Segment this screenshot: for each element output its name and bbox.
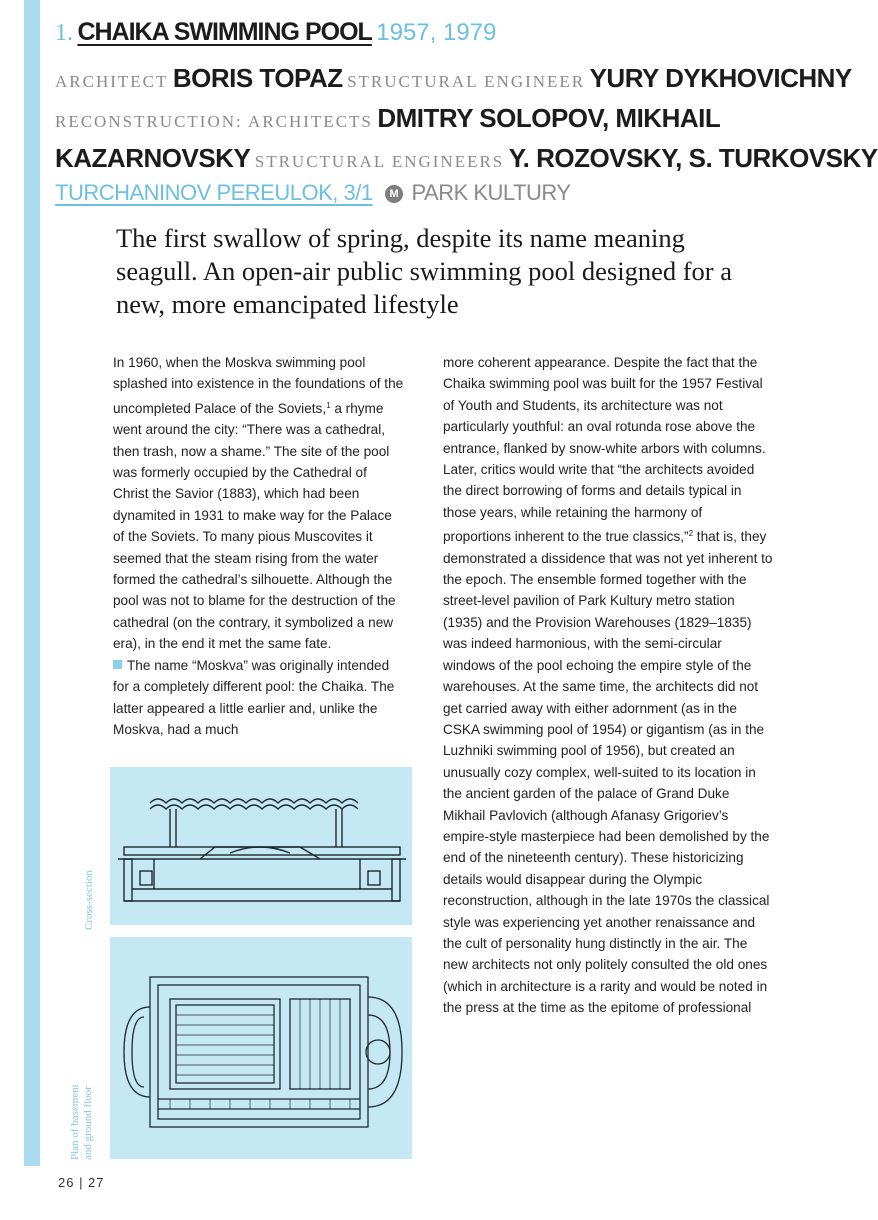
paragraph [113, 655, 405, 741]
architect-name: BORIS TOPAZ [172, 63, 343, 93]
address-link[interactable]: TURCHANINOV PEREULOK, 3/1 [55, 180, 373, 205]
paragraph-text: more coherent appearance. Despite the fact that the Chaika swimming pool was built for the 1957 Festival of Youth and Students, its architecture was not particularly youthful: an oval rotunda rose above the entrance, flanked by snow-white arbors with columns. Later, critics would write that “the architects avoided the direct borrowing of forms and details typical in those years, while retaining the harmony of proportions inherent to the true classics,” [443, 355, 766, 545]
metro-icon: M [385, 185, 403, 203]
structural-name: YURY DYKHOVICHNY [589, 63, 852, 93]
paragraph-marker-icon [113, 660, 122, 669]
years: 1957, 1979 [376, 19, 497, 46]
left-column [113, 352, 405, 740]
paragraph [113, 352, 405, 655]
cross-section-figure [110, 767, 412, 925]
reconstruction-architects-a: DMITRY SOLOPOV, MIKHAIL [377, 103, 721, 133]
credits-line-1 [55, 63, 852, 94]
entry-number: 1. [55, 20, 73, 46]
metro-station: PARK KULTURY [411, 180, 571, 205]
structural-engineers-names: Y. ROZOVSKY, S. TURKOVSKY [508, 143, 878, 173]
structural-label: STRUCTURAL ENGINEER [347, 72, 586, 91]
plan-caption-a: Plan of basement [69, 1084, 81, 1160]
margin-stripe [24, 0, 40, 1166]
paragraph-text: that is, they demonstrated a dissidence that was not yet inherent to the epoch. The ensemble formed together with the street-level pavilion of Park Kultury metro station (1935) and the Provision Warehouses (1829–1835) was indeed harmonious, with the semi-circular windows of the pool echoing the empire style of the warehouses. At the same time, the architects did not get carried away with either adornment (as in the CSKA swimming pool of 1954) or gigantism (as in the Luzhniki swimming pool of 1956), but created an unusually cozy complex, well-suited to its location in the ancient garden of the palace of Grand Duke Mikhail Pavlovich (although Afanasy Grigoriev’s empire-style masterpiece had been demolished by the end of the nineteenth century). These historicizing details would disappear during the Olympic reconstruction, although in the late 1970s the classical style was experiencing yet another renaissance and the cult of personality hung distinctly in the air. The new architects not only politely consulted the old ones (which in architecture is a rarity and would be noted in the press at the time as the epitome of professional [443, 529, 773, 1016]
credits-line-2 [55, 103, 720, 134]
right-column [443, 352, 773, 1019]
paragraph-text: a rhyme went around the city: “There was a cathedral, then trash, now a shame.” The site of the pool was formerly occupied by the Cathedral of Christ the Savior (1883), which had been dynamited in 1931 to make way for the Palace of the Soviets. To many pious Muscovites it seemed that the steam rising from the water formed the cathedral’s silhouette. Although the pool was not to blame for the destruction of the cathedral (on the contrary, it symbolized a new era), in the end it met the same fate. [113, 400, 396, 652]
architect-label: ARCHITECT [55, 72, 169, 91]
paragraph [443, 352, 773, 1019]
footnote-ref[interactable]: 2 [688, 529, 694, 539]
reconstruction-label: RECONSTRUCTION: ARCHITECTS [55, 112, 373, 131]
address-line [55, 180, 571, 206]
cross-section-caption: Cross-section [83, 870, 95, 930]
paragraph-text: In 1960, when the Moskva swimming pool splashed into existence in the foundations of the uncompleted Palace of the Soviets, [113, 355, 404, 416]
credits-line-3 [55, 143, 878, 174]
cross-section-drawing [110, 767, 412, 925]
plan-caption-b: and ground floor [82, 1086, 94, 1160]
header-title-line [55, 18, 496, 47]
page-title: CHAIKA SWIMMING POOL [77, 18, 372, 46]
page-numbers: 26 | 27 [58, 1175, 105, 1190]
paragraph-text: The name “Moskva” was originally intended for a completely different pool: the Chaika. The latter appeared a little earlier and, unlike the Moskva, had a much [113, 657, 395, 737]
plan-figure [110, 937, 412, 1159]
reconstruction-architects-b: KAZARNOVSKY [55, 143, 251, 173]
structural-engineers-label: STRUCTURAL ENGINEERS [254, 152, 505, 171]
lede-heading: The first swallow of spring, despite its name meaning seagull. An open-air public swimming pool designed for a new, more emancipated lifestyle [116, 223, 733, 319]
footnote-ref[interactable]: 1 [326, 400, 331, 410]
plan-drawing [110, 937, 412, 1159]
